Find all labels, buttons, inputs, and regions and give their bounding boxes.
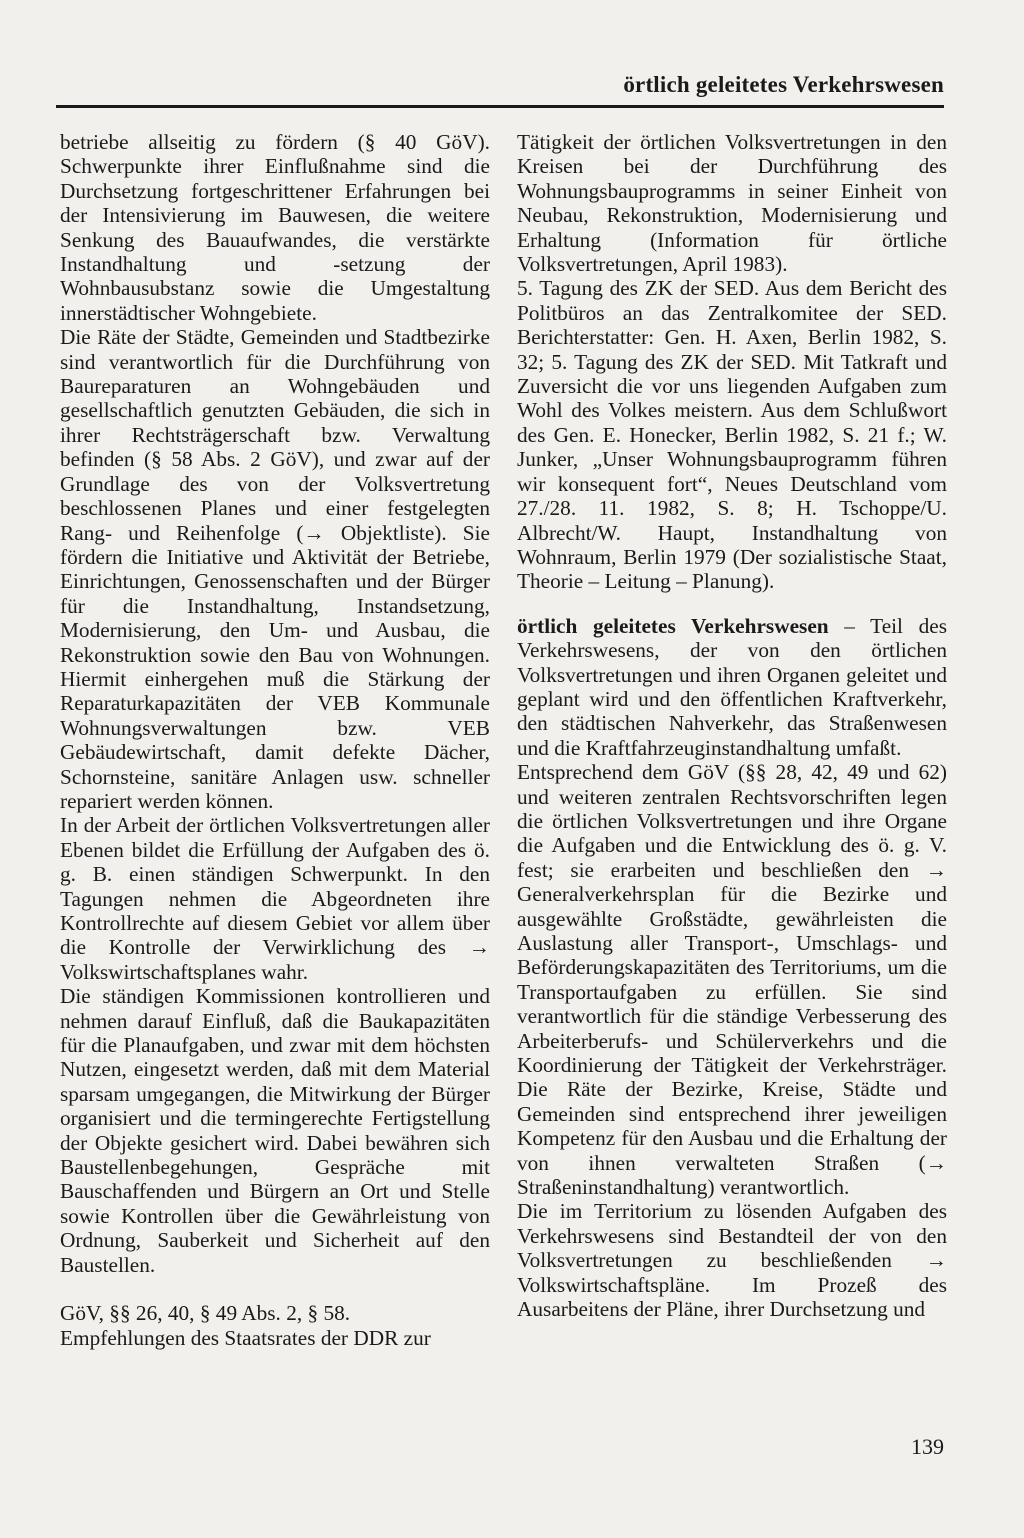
left-column [60,130,490,1350]
paragraph: 5. Tagung des ZK der SED. Aus dem Bericht des Politbüros an das Zentralkomitee der SED. Berichterstatter: Gen. H. Axen, Berlin 1982, S. 32; 5. Tagung des ZK der SED. Mit Tatkraft und Zuversicht die vor uns liegenden Aufgaben zum Wohl des Volkes meistern. Aus dem Schlußwort des Gen. E. Honecker, Berlin 1982, S. 21 f.; W. Junker, „Unser Wohnungsbauprogramm führen wir konsequent fort“, Neues Deutschland vom 27./28. 11. 1982, S. 8; H. Tschoppe/U. Albrecht/W. Haupt, Instandhaltung von Wohnraum, Berlin 1979 (Der sozialistische Staat, Theorie – Leitung – Planung). [517,276,947,594]
paragraph: Die im Territorium zu lösenden Aufgaben des Verkehrswesens sind Bestandteil der von den Volksvertretungen zu beschließenden → Volkswirtschaftspläne. Im Prozeß des Ausarbeitens der Pläne, ihrer Durchsetzung und [517,1199,947,1322]
right-column [517,130,947,1322]
spacer [60,1277,490,1301]
spacer [517,594,947,614]
paragraph: betriebe allseitig zu fördern (§ 40 GöV). Schwerpunkte ihrer Einflußnahme sind die Durchsetzung fortgeschrittener Erfahrungen bei der Intensivierung im Bauwesen, die weitere Senkung des Bauaufwandes, die verstärkte Instandhaltung und -setzung der Wohnbausubstanz sowie die Umgestaltung innerstädtischer Wohngebiete. [60,130,490,325]
running-head: örtlich geleitetes Verkehrswesen [623,72,944,97]
header-rule [56,105,944,108]
paragraph: Die Räte der Städte, Gemeinden und Stadtbezirke sind verantwortlich für die Durchführung von Baureparaturen an Wohngebäuden und gesellschaftlich genutzten Gebäuden, die sich in ihrer Rechtsträgerschaft bzw. Verwaltung befinden (§ 58 Abs. 2 GöV), und zwar auf der Grundlage des von der Volksvertretung beschlossenen Planes und einer festgelegten Rang- und Reihenfolge (→ Objektliste). Sie fördern die Initiative und Aktivität der Betriebe, Einrichtungen, Genossenschaften und der Bürger für die Instandhaltung, Instandsetzung, Modernisierung, den Um- und Ausbau, die Rekonstruktion sowie den Bau von Wohnungen. Hiermit einhergehen muß die Stärkung der Reparaturkapazitäten der VEB Kommunale Wohnungsverwaltungen bzw. VEB Gebäudewirtschaft, damit defekte Dächer, Schornsteine, sanitäre Anlagen usw. schneller repariert werden können. [60,325,490,813]
entry-definition: – Teil des Verkehrswesens, der von den örtlichen Volksvertretungen und ihren Organen geleitet und geplant wird und den öffentlichen Kraftverkehr, den städtischen Nahverkehr, das Straßenwesen und die Kraftfahrzeuginstandhaltung umfaßt. [517,613,948,760]
paragraph: In der Arbeit der örtlichen Volksvertretungen aller Ebenen bildet die Erfüllung der Aufgaben des ö. g. B. einen ständigen Schwerpunkt. In den Tagungen nehmen die Abgeordneten ihre Kontrollrechte auf diesem Gebiet vor allem über die Kontrolle der Verwirklichung des → Volkswirtschaftsplanes wahr. [60,813,490,984]
reference-line: GöV, §§ 26, 40, § 49 Abs. 2, § 58. [60,1301,351,1326]
page-number: 139 [911,1434,944,1459]
paragraph: Die ständigen Kommissionen kontrollieren und nehmen darauf Einfluß, daß die Baukapazitäten für die Planaufgaben, und zwar mit dem höchsten Nutzen, eingesetzt werden, daß mit dem Material sparsam umgegangen, die Mitwirkung der Bürger organisiert und die termingerechte Fertigstellung der Objekte gesichert wird. Dabei bewähren sich Baustellenbegehungen, Gespräche mit Bauschaffenden und Bürgern an Ort und Stelle sowie Kontrollen über die Gewährleistung von Ordnung, Sauberkeit und Sicherheit auf den Baustellen. [60,984,490,1277]
paragraph: Entsprechend dem GöV (§§ 28, 42, 49 und 62) und weiteren zentralen Rechtsvorschriften legen die örtlichen Volksvertretungen und ihre Organe die Aufgaben und die Entwicklung des ö. g. V. fest; sie erarbeiten und beschließen den → Generalverkehrsplan für die Bezirke und ausgewählte Großstädte, gewährleisten die Auslastung aller Transport-, Umschlags- und Beförderungskapazitäten des Territoriums, um die Transportaufgaben zu erfüllen. Sie sind verantwortlich für die ständige Verbesserung des Arbeiterberufs- und Schülerverkehrs und die Koordinierung der Tätigkeit der Verkehrsträger. Die Räte der Bezirke, Kreise, Städte und Gemeinden sind entsprechend ihrer jeweiligen Kompetenz für den Ausbau und die Erhaltung der von ihnen verwalteten Straßen (→ Straßeninstandhaltung) verantwortlich. [517,760,947,1200]
entry-lemma: örtlich geleitetes Verkehrswesen [517,613,829,638]
paragraph: Tätigkeit der örtlichen Volksvertretungen in den Kreisen bei der Durchführung des Wohnungsbauprogramms in seiner Einheit von Neubau, Rekonstruktion, Modernisierung und Erhaltung (Information für örtliche Volksvertretungen, April 1983). [517,130,947,277]
reference-line: Empfehlungen des Staatsrates der DDR zur [60,1325,431,1350]
lexicon-entry [517,614,947,760]
